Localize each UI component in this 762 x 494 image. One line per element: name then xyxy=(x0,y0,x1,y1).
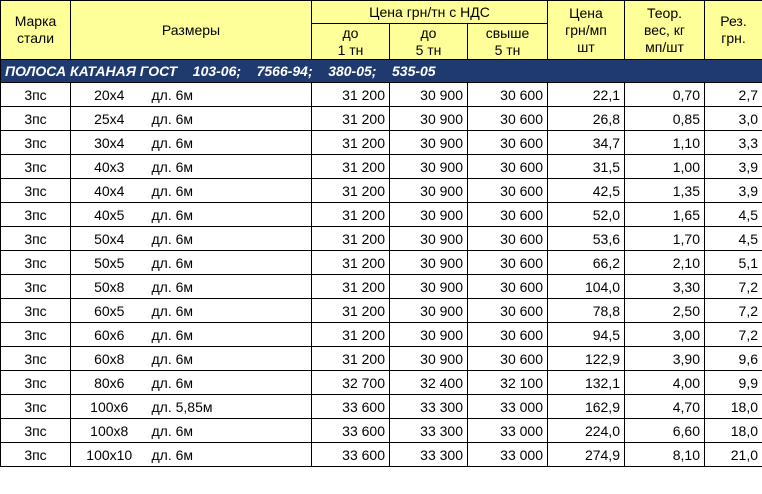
cell-unit-price: 66,2 xyxy=(548,251,625,275)
table-header xyxy=(1,1,762,60)
header-weight-line3: мп/шт xyxy=(645,38,684,55)
header-row-1 xyxy=(1,1,762,24)
cell-grade: 3пс xyxy=(1,443,71,467)
table-row xyxy=(1,155,762,179)
cell-cut: 3,9 xyxy=(705,155,762,179)
table-row xyxy=(1,371,762,395)
cell-length: дл. 6м xyxy=(148,299,312,323)
cell-price-5t: 33 300 xyxy=(390,443,468,467)
cell-grade: 3пс xyxy=(1,227,71,251)
header-over-5t-line1: свыше xyxy=(485,25,530,41)
cell-grade: 3пс xyxy=(1,275,71,299)
cell-unit-price: 94,5 xyxy=(548,323,625,347)
cell-size: 50х8 xyxy=(71,275,148,299)
cell-price-5t: 30 900 xyxy=(390,251,468,275)
cell-price-1t: 31 200 xyxy=(312,83,390,107)
cell-weight: 1,35 xyxy=(625,179,705,203)
cell-price-1t: 31 200 xyxy=(312,299,390,323)
header-unit-price-line3: шт xyxy=(577,38,595,55)
header-grade xyxy=(1,1,71,60)
cell-weight: 4,70 xyxy=(625,395,705,419)
table-row xyxy=(1,227,762,251)
cell-length: дл. 6м xyxy=(148,155,312,179)
cell-cut: 7,2 xyxy=(705,275,762,299)
cell-size: 25х4 xyxy=(71,107,148,131)
cell-weight: 3,90 xyxy=(625,347,705,371)
cell-length: дл. 6м xyxy=(148,443,312,467)
header-cut xyxy=(705,1,762,60)
cell-unit-price: 162,9 xyxy=(548,395,625,419)
cell-length: дл. 6м xyxy=(148,131,312,155)
table-row xyxy=(1,179,762,203)
cell-price-5t: 30 900 xyxy=(390,323,468,347)
cell-price-1t: 31 200 xyxy=(312,203,390,227)
section-row xyxy=(1,60,762,83)
cell-price-5t: 30 900 xyxy=(390,203,468,227)
cell-grade: 3пс xyxy=(1,203,71,227)
header-unit-price xyxy=(548,1,625,60)
cell-weight: 6,60 xyxy=(625,419,705,443)
cell-cut: 4,5 xyxy=(705,227,762,251)
cell-price-1t: 31 200 xyxy=(312,155,390,179)
cell-cut: 9,6 xyxy=(705,347,762,371)
cell-price-1t: 31 200 xyxy=(312,323,390,347)
header-up-to-1t xyxy=(312,24,390,60)
cell-length: дл. 5,85м xyxy=(148,395,312,419)
cell-price-over-5t: 30 600 xyxy=(468,107,548,131)
cell-unit-price: 53,6 xyxy=(548,227,625,251)
cell-price-over-5t: 33 000 xyxy=(468,419,548,443)
cell-grade: 3пс xyxy=(1,251,71,275)
cell-weight: 3,30 xyxy=(625,275,705,299)
table-row xyxy=(1,419,762,443)
cell-length: дл. 6м xyxy=(148,419,312,443)
cell-grade: 3пс xyxy=(1,371,71,395)
cell-price-over-5t: 30 600 xyxy=(468,179,548,203)
cell-price-over-5t: 30 600 xyxy=(468,251,548,275)
cell-weight: 1,70 xyxy=(625,227,705,251)
cell-weight: 8,10 xyxy=(625,443,705,467)
cell-unit-price: 42,5 xyxy=(548,179,625,203)
cell-price-5t: 32 400 xyxy=(390,371,468,395)
cell-price-1t: 33 600 xyxy=(312,443,390,467)
cell-unit-price: 104,0 xyxy=(548,275,625,299)
table-row xyxy=(1,131,762,155)
cell-price-1t: 31 200 xyxy=(312,251,390,275)
header-weight-line1: Теор. xyxy=(646,4,682,21)
cell-size: 20х4 xyxy=(71,83,148,107)
cell-unit-price: 31,5 xyxy=(548,155,625,179)
cell-cut: 7,2 xyxy=(705,299,762,323)
table-row xyxy=(1,323,762,347)
header-grade-line2: стали xyxy=(16,30,55,46)
cell-price-over-5t: 32 100 xyxy=(468,371,548,395)
cell-weight: 4,00 xyxy=(625,371,705,395)
cell-size: 40х4 xyxy=(71,179,148,203)
table-row xyxy=(1,107,762,131)
cell-cut: 18,0 xyxy=(705,419,762,443)
table-row xyxy=(1,347,762,371)
cell-weight: 1,10 xyxy=(625,131,705,155)
cell-unit-price: 26,8 xyxy=(548,107,625,131)
cell-grade: 3пс xyxy=(1,395,71,419)
cell-price-5t: 30 900 xyxy=(390,179,468,203)
cell-price-5t: 30 900 xyxy=(390,131,468,155)
cell-grade: 3пс xyxy=(1,299,71,323)
cell-weight: 0,70 xyxy=(625,83,705,107)
table-row xyxy=(1,203,762,227)
cell-price-1t: 31 200 xyxy=(312,275,390,299)
cell-unit-price: 78,8 xyxy=(548,299,625,323)
cell-length: дл. 6м xyxy=(148,203,312,227)
cell-size: 50х5 xyxy=(71,251,148,275)
header-unit-price-line2: грн/мп xyxy=(565,21,607,38)
table-row xyxy=(1,299,762,323)
cell-price-over-5t: 30 600 xyxy=(468,227,548,251)
cell-size: 100х10 xyxy=(71,443,148,467)
cell-length: дл. 6м xyxy=(148,347,312,371)
cell-length: дл. 6м xyxy=(148,275,312,299)
header-over-5t-line2: 5 тн xyxy=(494,42,521,58)
cell-weight: 2,50 xyxy=(625,299,705,323)
cell-unit-price: 224,0 xyxy=(548,419,625,443)
cell-weight: 1,65 xyxy=(625,203,705,227)
cell-price-1t: 32 700 xyxy=(312,371,390,395)
header-up-to-5t-line2: 5 тн xyxy=(415,42,442,58)
cell-grade: 3пс xyxy=(1,155,71,179)
cell-price-over-5t: 30 600 xyxy=(468,299,548,323)
cell-price-over-5t: 30 600 xyxy=(468,131,548,155)
cell-cut: 21,0 xyxy=(705,443,762,467)
cell-cut: 9,9 xyxy=(705,371,762,395)
table-row xyxy=(1,275,762,299)
cell-grade: 3пс xyxy=(1,83,71,107)
cell-price-5t: 30 900 xyxy=(390,299,468,323)
cell-size: 30х4 xyxy=(71,131,148,155)
header-cut-line2: грн. xyxy=(721,30,746,46)
cell-price-5t: 30 900 xyxy=(390,83,468,107)
cell-size: 100х8 xyxy=(71,419,148,443)
table-row xyxy=(1,443,762,467)
cell-price-5t: 33 300 xyxy=(390,395,468,419)
cell-price-1t: 31 200 xyxy=(312,179,390,203)
cell-cut: 3,0 xyxy=(705,107,762,131)
cell-size: 60х5 xyxy=(71,299,148,323)
cell-price-over-5t: 33 000 xyxy=(468,395,548,419)
header-price-group: Цена грн/тн с НДС xyxy=(312,1,548,24)
cell-price-over-5t: 33 000 xyxy=(468,443,548,467)
cell-unit-price: 22,1 xyxy=(548,83,625,107)
cell-unit-price: 52,0 xyxy=(548,203,625,227)
cell-price-over-5t: 30 600 xyxy=(468,203,548,227)
cell-price-1t: 31 200 xyxy=(312,107,390,131)
cell-cut: 18,0 xyxy=(705,395,762,419)
cell-length: дл. 6м xyxy=(148,227,312,251)
cell-cut: 4,5 xyxy=(705,203,762,227)
cell-length: дл. 6м xyxy=(148,371,312,395)
cell-price-over-5t: 30 600 xyxy=(468,155,548,179)
cell-grade: 3пс xyxy=(1,107,71,131)
cell-size: 60х6 xyxy=(71,323,148,347)
header-up-to-1t-line2: 1 тн xyxy=(337,42,364,58)
cell-cut: 2,7 xyxy=(705,83,762,107)
cell-cut: 7,2 xyxy=(705,323,762,347)
section-title: ПОЛОСА КАТАНАЯ ГОСТ 103-06; 7566-94; 380-05; 535-05 xyxy=(1,60,762,83)
cell-cut: 3,9 xyxy=(705,179,762,203)
cell-size: 60х8 xyxy=(71,347,148,371)
cell-price-1t: 33 600 xyxy=(312,419,390,443)
cell-length: дл. 6м xyxy=(148,107,312,131)
table-body xyxy=(1,83,762,467)
cell-size: 100х6 xyxy=(71,395,148,419)
header-over-5t xyxy=(468,24,548,60)
cell-grade: 3пс xyxy=(1,419,71,443)
cell-size: 40х3 xyxy=(71,155,148,179)
cell-length: дл. 6м xyxy=(148,323,312,347)
cell-weight: 0,85 xyxy=(625,107,705,131)
header-cut-line1: Рез. xyxy=(720,13,747,29)
header-up-to-1t-line1: до xyxy=(342,25,359,41)
cell-price-1t: 33 600 xyxy=(312,395,390,419)
cell-price-1t: 31 200 xyxy=(312,347,390,371)
header-up-to-5t xyxy=(390,24,468,60)
cell-price-5t: 30 900 xyxy=(390,227,468,251)
table-row xyxy=(1,251,762,275)
cell-price-over-5t: 30 600 xyxy=(468,275,548,299)
table-row xyxy=(1,83,762,107)
cell-grade: 3пс xyxy=(1,179,71,203)
cell-weight: 3,00 xyxy=(625,323,705,347)
cell-length: дл. 6м xyxy=(148,179,312,203)
cell-price-5t: 33 300 xyxy=(390,419,468,443)
cell-unit-price: 34,7 xyxy=(548,131,625,155)
cell-size: 50х4 xyxy=(71,227,148,251)
header-unit-price-line1: Цена xyxy=(569,4,603,21)
header-weight xyxy=(625,1,705,60)
cell-unit-price: 132,1 xyxy=(548,371,625,395)
cell-price-over-5t: 30 600 xyxy=(468,323,548,347)
cell-cut: 3,3 xyxy=(705,131,762,155)
cell-price-5t: 30 900 xyxy=(390,275,468,299)
cell-length: дл. 6м xyxy=(148,83,312,107)
cell-unit-price: 122,9 xyxy=(548,347,625,371)
cell-price-5t: 30 900 xyxy=(390,347,468,371)
cell-price-over-5t: 30 600 xyxy=(468,347,548,371)
cell-weight: 2,10 xyxy=(625,251,705,275)
header-weight-line2: вес, кг xyxy=(643,21,686,38)
header-sizes: Размеры xyxy=(71,1,312,60)
cell-price-over-5t: 30 600 xyxy=(468,83,548,107)
cell-length: дл. 6м xyxy=(148,251,312,275)
cell-price-5t: 30 900 xyxy=(390,155,468,179)
cell-size: 80х6 xyxy=(71,371,148,395)
cell-grade: 3пс xyxy=(1,131,71,155)
cell-unit-price: 274,9 xyxy=(548,443,625,467)
table-row xyxy=(1,395,762,419)
header-grade-line1: Марка xyxy=(14,13,57,29)
cell-grade: 3пс xyxy=(1,347,71,371)
cell-price-1t: 31 200 xyxy=(312,227,390,251)
cell-grade: 3пс xyxy=(1,323,71,347)
cell-price-5t: 30 900 xyxy=(390,107,468,131)
cell-price-1t: 31 200 xyxy=(312,131,390,155)
cell-cut: 5,1 xyxy=(705,251,762,275)
cell-size: 40х5 xyxy=(71,203,148,227)
cell-weight: 1,00 xyxy=(625,155,705,179)
header-up-to-5t-line1: до xyxy=(420,25,437,41)
